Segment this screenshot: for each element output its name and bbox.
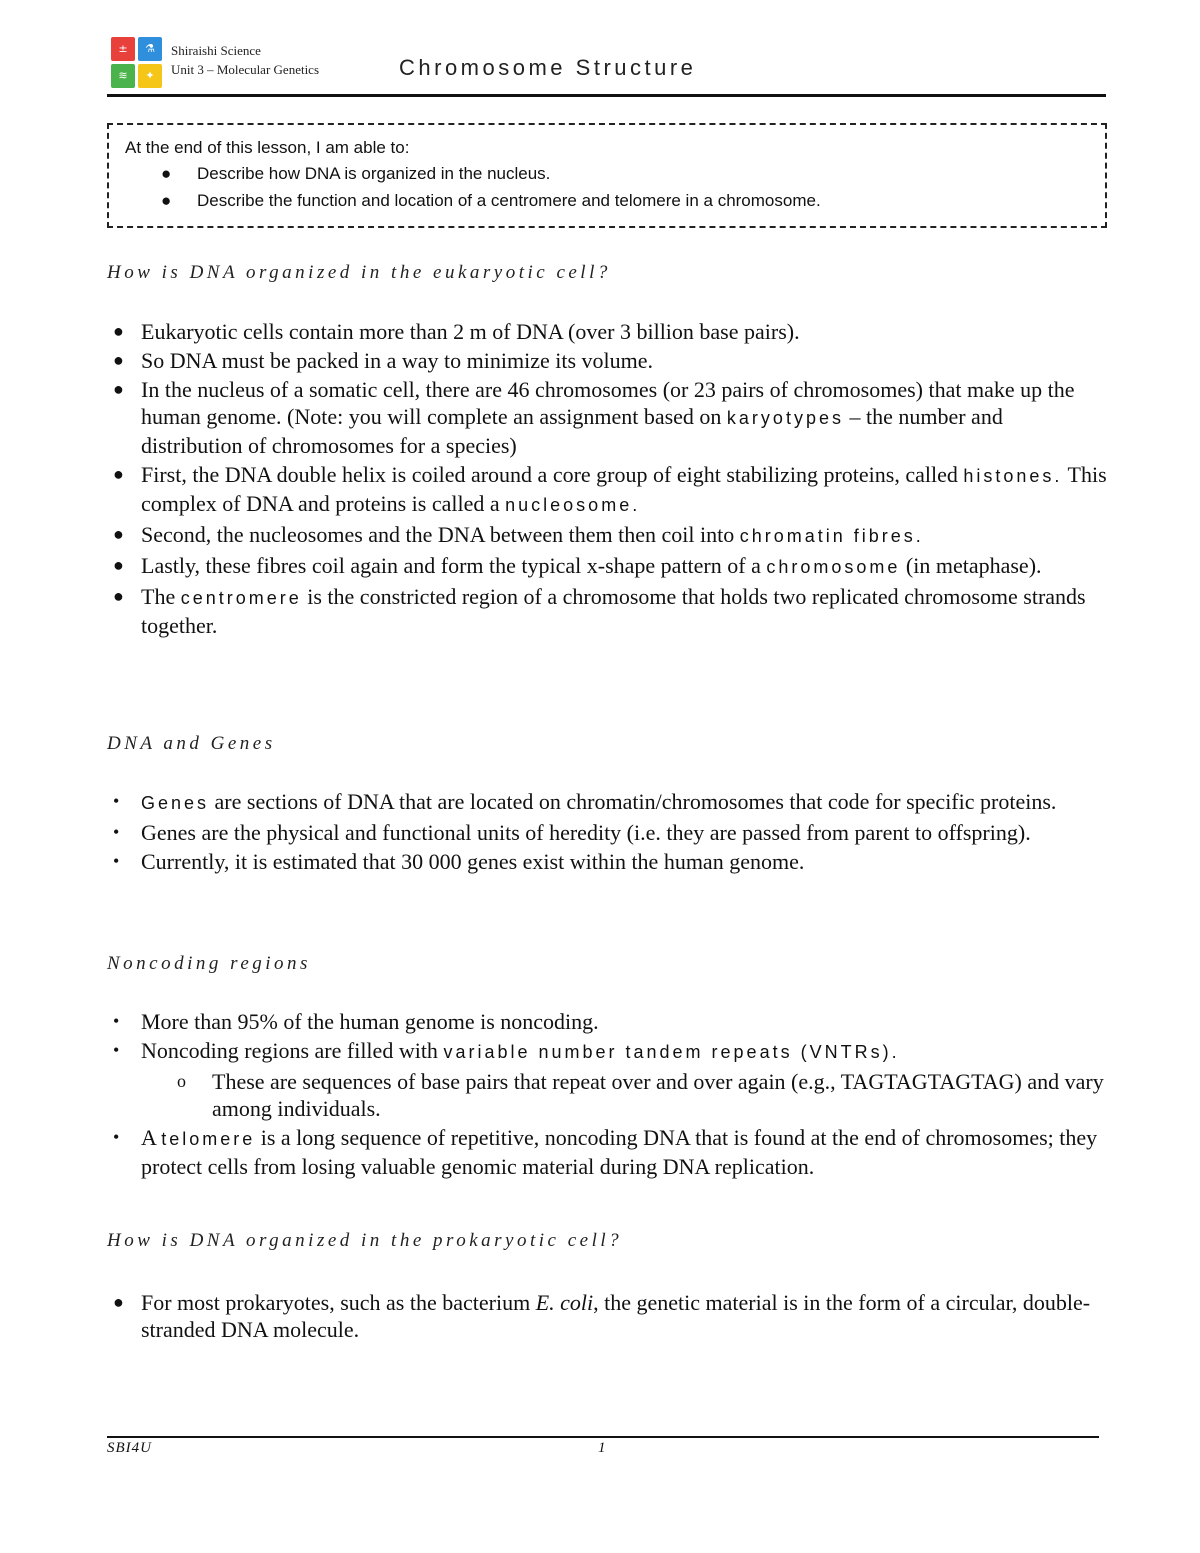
plus-minus-icon: ± [111,37,135,61]
noncoding-bullet-list [107,1008,1107,1182]
list-item: ● Second, the nucleosomes and the DNA between them then coil into chromatin fibres. [113,522,924,547]
dna-icon: ≋ [111,64,135,88]
term-histones: histones. [963,466,1063,486]
list-item: ● For most prokaryotes, such as the bacterium E. coli, the genetic material is in the form of a circular, double-stranded DNA molecule. [113,1290,1091,1342]
eukaryotic-bullet-list [107,318,1107,641]
objectives-intro: At the end of this lesson, I am able to: [125,138,410,157]
section-heading-eukaryotic: How is DNA organized in the eukaryotic cell? [107,262,611,283]
term-chromosome: chromosome [766,557,901,577]
list-item: • A telomere is a long sequence of repetitive, noncoding DNA that is found at the end of chromosomes; they protect cells from losing valuable genomic material during DNA replication. [113,1125,1098,1179]
sub-list-item: o These are sequences of base pairs that repeat over and over again (e.g., TAGTAGTAGTAG) and vary among individuals. [177,1069,1104,1121]
term-vntrs: variable number tandem repeats (VNTRs). [443,1042,900,1062]
list-item: • Genes are the physical and functional units of heredity (i.e. they are passed from parent to offspring). [113,820,1031,845]
lightbulb-icon: ✦ [138,64,162,88]
list-item: • More than 95% of the human genome is noncoding. [113,1009,599,1034]
footer-course-code: SBI4U [107,1440,152,1456]
list-item: ● Lastly, these fibres coil again and form the typical x-shape pattern of a chromosome (in metaphase). [113,553,1042,578]
list-item: ● The centromere is the constricted region of a chromosome that holds two replicated chromosome strands together. [113,584,1086,638]
section-heading-prokaryotic: How is DNA organized in the prokaryotic cell? [107,1230,623,1251]
footer-divider [107,1436,1099,1438]
list-item: ● Eukaryotic cells contain more than 2 m of DNA (over 3 billion base pairs). [113,319,800,344]
page-title: Chromosome Structure [399,55,697,80]
term-nucleosome: nucleosome. [505,495,641,515]
school-name: Shiraishi Science [171,43,261,58]
list-item: ● In the nucleus of a somatic cell, there are 46 chromosomes (or 23 pairs of chromosomes) that make up the human genome. (Note: you will complete an assignment based on karyotypes – the number and distribution of chromosomes for a species) [113,377,1075,458]
list-item: • Noncoding regions are filled with variable number tandem repeats (VNTRs). [113,1038,900,1063]
prokaryotic-bullet-list [107,1289,1107,1345]
term-telomere: telomere [161,1129,256,1149]
term-karyotypes: karyotypes [726,408,844,428]
term-genes: Genes [141,793,210,813]
section-heading-genes: DNA and Genes [107,733,276,754]
flask-icon: ⚗ [138,37,162,61]
list-item: • Genes are sections of DNA that are located on chromatin/chromosomes that code for specific proteins. [113,789,1057,814]
list-item: ● First, the DNA double helix is coiled around a core group of eight stabilizing proteins, called histones. This complex of DNA and proteins is called a nucleosome. [113,462,1107,516]
school-logo [111,37,162,88]
section-heading-noncoding: Noncoding regions [107,953,311,974]
list-item: • Currently, it is estimated that 30 000 genes exist within the human genome. [113,849,805,874]
list-item: ● So DNA must be packed in a way to minimize its volume. [113,348,654,373]
term-chromatin: chromatin fibres. [739,526,924,546]
learning-objectives-box: At the end of this lesson, I am able to: ● Describe how DNA is organized in the nucleus. ● Describe the function and location of a centromere and telomere in a chromosome. [107,123,1107,228]
term-e-coli: E. coli [535,1290,594,1315]
term-centromere: centromere [180,588,302,608]
header-divider [107,94,1106,97]
unit-name: Unit 3 – Molecular Genetics [171,62,320,77]
genes-bullet-list [107,788,1107,877]
footer-page-number: 1 [598,1440,606,1456]
